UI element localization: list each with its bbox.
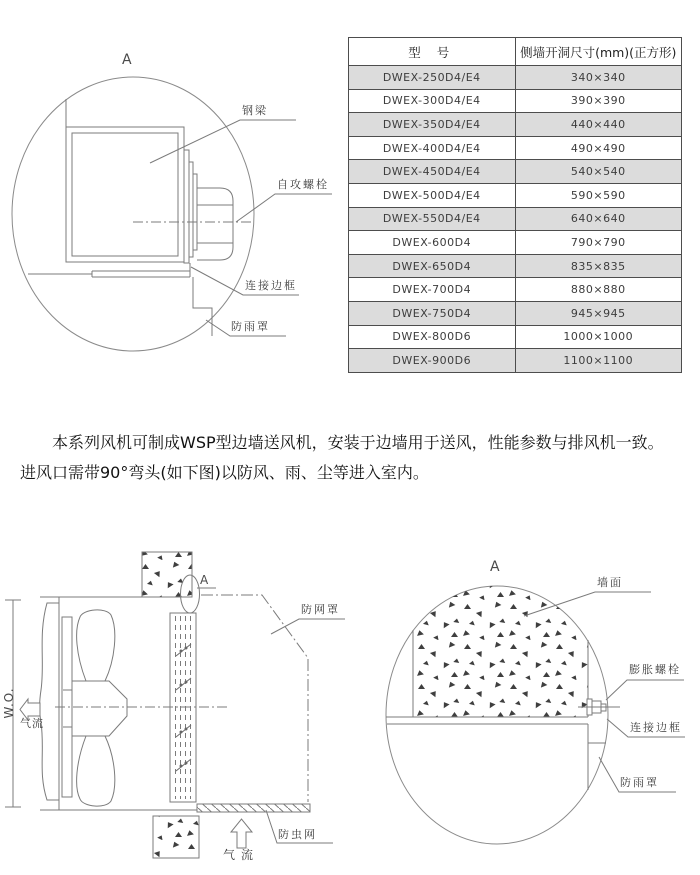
table-row: DWEX-250D4/E4 340×340 — [349, 66, 682, 90]
table-row: DWEX-550D4/E4 640×640 — [349, 207, 682, 231]
detail-marker-fan: A — [200, 573, 209, 587]
connect-frame-plates — [184, 150, 189, 263]
label-steel-beam: 钢梁 — [242, 104, 268, 117]
table-row: DWEX-900D6 1100×1100 — [349, 349, 682, 373]
table-row: DWEX-650D4 835×835 — [349, 254, 682, 278]
fan-side-view — [5, 552, 345, 858]
airflow-arrow-up — [231, 819, 252, 848]
table-row: DWEX-300D4/E4 390×390 — [349, 89, 682, 113]
label-connect-frame-top: 连接边框 — [245, 279, 297, 292]
wall-block-bottom — [153, 816, 199, 858]
table-row: DWEX-500D4/E4 590×590 — [349, 183, 682, 207]
insect-screen-strip — [197, 804, 310, 812]
label-connect-frame-bottom: 连接边框 — [630, 721, 682, 734]
label-wall-surface: 墙面 — [597, 576, 623, 589]
self-tapping-bolt-shape — [197, 188, 233, 260]
col-header-model: 型 号 — [349, 38, 516, 66]
table-row: DWEX-400D4/E4 490×490 — [349, 136, 682, 160]
label-insect-screen: 防虫网 — [278, 828, 317, 841]
spec-table — [348, 37, 682, 373]
paragraph-line-1: 本系列风机可制成WSP型边墙送风机，安装于边墙用于送风，性能参数与排风机一致。 — [52, 433, 664, 452]
col-header-size: 侧墙开洞尺寸(mm)(正方形) — [515, 38, 682, 66]
detail-circle-top-left — [12, 77, 332, 351]
label-airflow-left: 气流 — [20, 717, 44, 730]
label-expansion-bolt: 膨胀螺栓 — [629, 663, 681, 676]
label-rain-hood-bottom: 防雨罩 — [620, 776, 659, 789]
description-paragraph — [20, 428, 692, 488]
fan-hub — [72, 681, 127, 736]
detail-circle-bottom-right — [386, 586, 685, 844]
detail-marker-bottom: A — [490, 559, 500, 575]
steel-beam-outline — [66, 127, 184, 262]
paragraph-line-2: 进风口需带90°弯头(如下图)以防风、雨、尘等进入室内。 — [20, 463, 429, 482]
wall-block-top — [142, 552, 192, 597]
label-self-tapping-bolt: 自攻螺栓 — [277, 178, 329, 191]
table-row: DWEX-350D4/E4 440×440 — [349, 113, 682, 137]
bell-mouth — [40, 603, 60, 800]
table-row: DWEX-600D4 790×790 — [349, 231, 682, 255]
wall-surface-section — [413, 586, 588, 717]
fan-blade-lower — [77, 736, 115, 806]
rain-hood-edge-top — [193, 277, 212, 336]
table-row: DWEX-700D4 880×880 — [349, 278, 682, 302]
fan-blade-upper — [77, 610, 115, 681]
label-rain-hood-top: 防雨罩 — [231, 320, 270, 333]
label-wall-opening: W.O. — [2, 687, 16, 719]
detail-marker-top: A — [122, 52, 132, 68]
net-cover-outline — [201, 595, 308, 802]
table-header-row — [349, 38, 682, 66]
table-row: DWEX-800D6 1000×1000 — [349, 325, 682, 349]
table-row: DWEX-450D4/E4 540×540 — [349, 160, 682, 184]
table-row: DWEX-750D4 945×945 — [349, 301, 682, 325]
label-airflow-bottom: 气流 — [223, 848, 260, 862]
label-net-cover: 防网罩 — [301, 603, 340, 616]
